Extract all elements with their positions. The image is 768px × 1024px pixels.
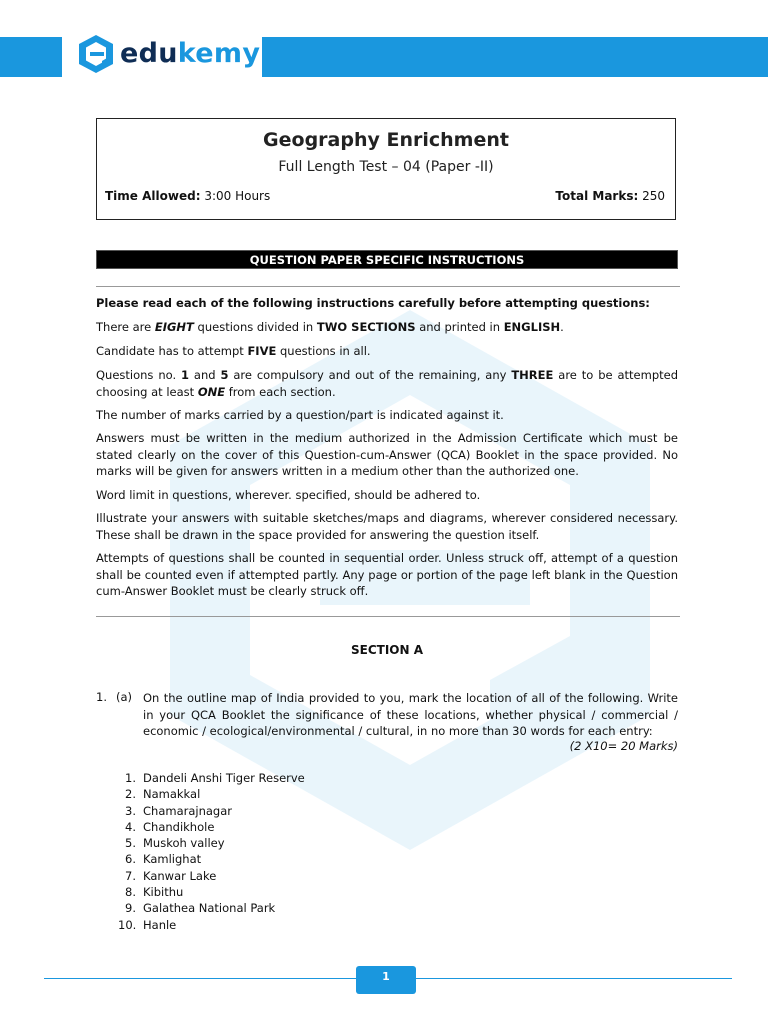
list-item: 1. Dandeli Anshi Tiger Reserve: [125, 771, 305, 785]
location-list: [96, 770, 496, 933]
list-item: 4. Chandikhole: [125, 819, 215, 834]
question-marks: (2 X10= 20 Marks): [569, 739, 678, 753]
divider: [96, 616, 680, 617]
document-subtitle: Full Length Test – 04 (Paper -II): [278, 159, 494, 175]
instruction-6: Word limit in questions, wherever. specified, should be adhered to.: [96, 488, 481, 502]
instruction-4: The number of marks carried by a question/part is indicated against it.: [96, 408, 504, 422]
instruction-8: Attempts of questions shall be counted in sequential order. Unless struck off, attempt of a question shall be counted even if attempted partly. Any page or portion of the page left blank in the Question cum-Answer Booklet must be clearly struck off.: [96, 551, 678, 598]
instructions-heading: QUESTION PAPER SPECIFIC INSTRUCTIONS: [96, 250, 678, 269]
list-item: 7. Kanwar Lake: [125, 868, 217, 883]
instruction-3: Questions no. 1 and 5 are compulsory and out of the remaining, any THREE are to be attempted choosing at least ONE from each section.: [96, 368, 678, 399]
divider: [96, 286, 680, 287]
list-item: 6. Kamlighat: [125, 852, 202, 867]
list-item: 9. Galathea National Park: [125, 901, 276, 916]
instruction-2: Candidate has to attempt FIVE questions in all.: [96, 344, 371, 358]
list-item: 10. Hanle: [118, 917, 177, 932]
instruction-5: Answers must be written in the medium authorized in the Admission Certificate which must be stated clearly on the cover of this Question-cum-Answer (QCA) Booklet in the space provided. No marks will be given for answers written in a medium other than the authorized one.: [96, 431, 678, 478]
section-title: SECTION A: [350, 643, 423, 657]
instructions-intro: Please read each of the following instructions carefully before attempting questions:: [96, 296, 650, 310]
list-item: 8. Kibithu: [125, 885, 184, 900]
brand-logo: [62, 28, 262, 80]
question-part: (a): [116, 690, 133, 704]
brand-wordmark: edukemy: [120, 38, 261, 69]
header-box: [96, 118, 676, 220]
question-number: 1.: [96, 690, 107, 704]
instruction-7: Illustrate your answers with suitable sketches/maps and diagrams, wherever considered necessary. These shall be drawn in the space provided for answering the question itself.: [96, 511, 678, 542]
list-item: 2. Namakkal: [125, 787, 201, 802]
question-text: On the outline map of India provided to you, mark the location of all of the following. Write in your QCA Booklet the significance of these locations, whether physical / commercial / economic / ecological/environmental / cultural, in no more than 30 words for each entry:: [143, 691, 678, 738]
total-marks: Total Marks: 250: [555, 189, 665, 203]
page-number: 1: [356, 966, 416, 994]
instruction-1: There are EIGHT questions divided in TWO SECTIONS and printed in ENGLISH.: [96, 320, 564, 334]
edukemy-logo-icon: [76, 33, 116, 75]
list-item: 3. Chamarajnagar: [125, 803, 232, 818]
list-item: 5. Muskoh valley: [125, 836, 225, 851]
time-allowed: Time Allowed: 3:00 Hours: [105, 189, 271, 203]
document-title: Geography Enrichment: [263, 129, 509, 151]
